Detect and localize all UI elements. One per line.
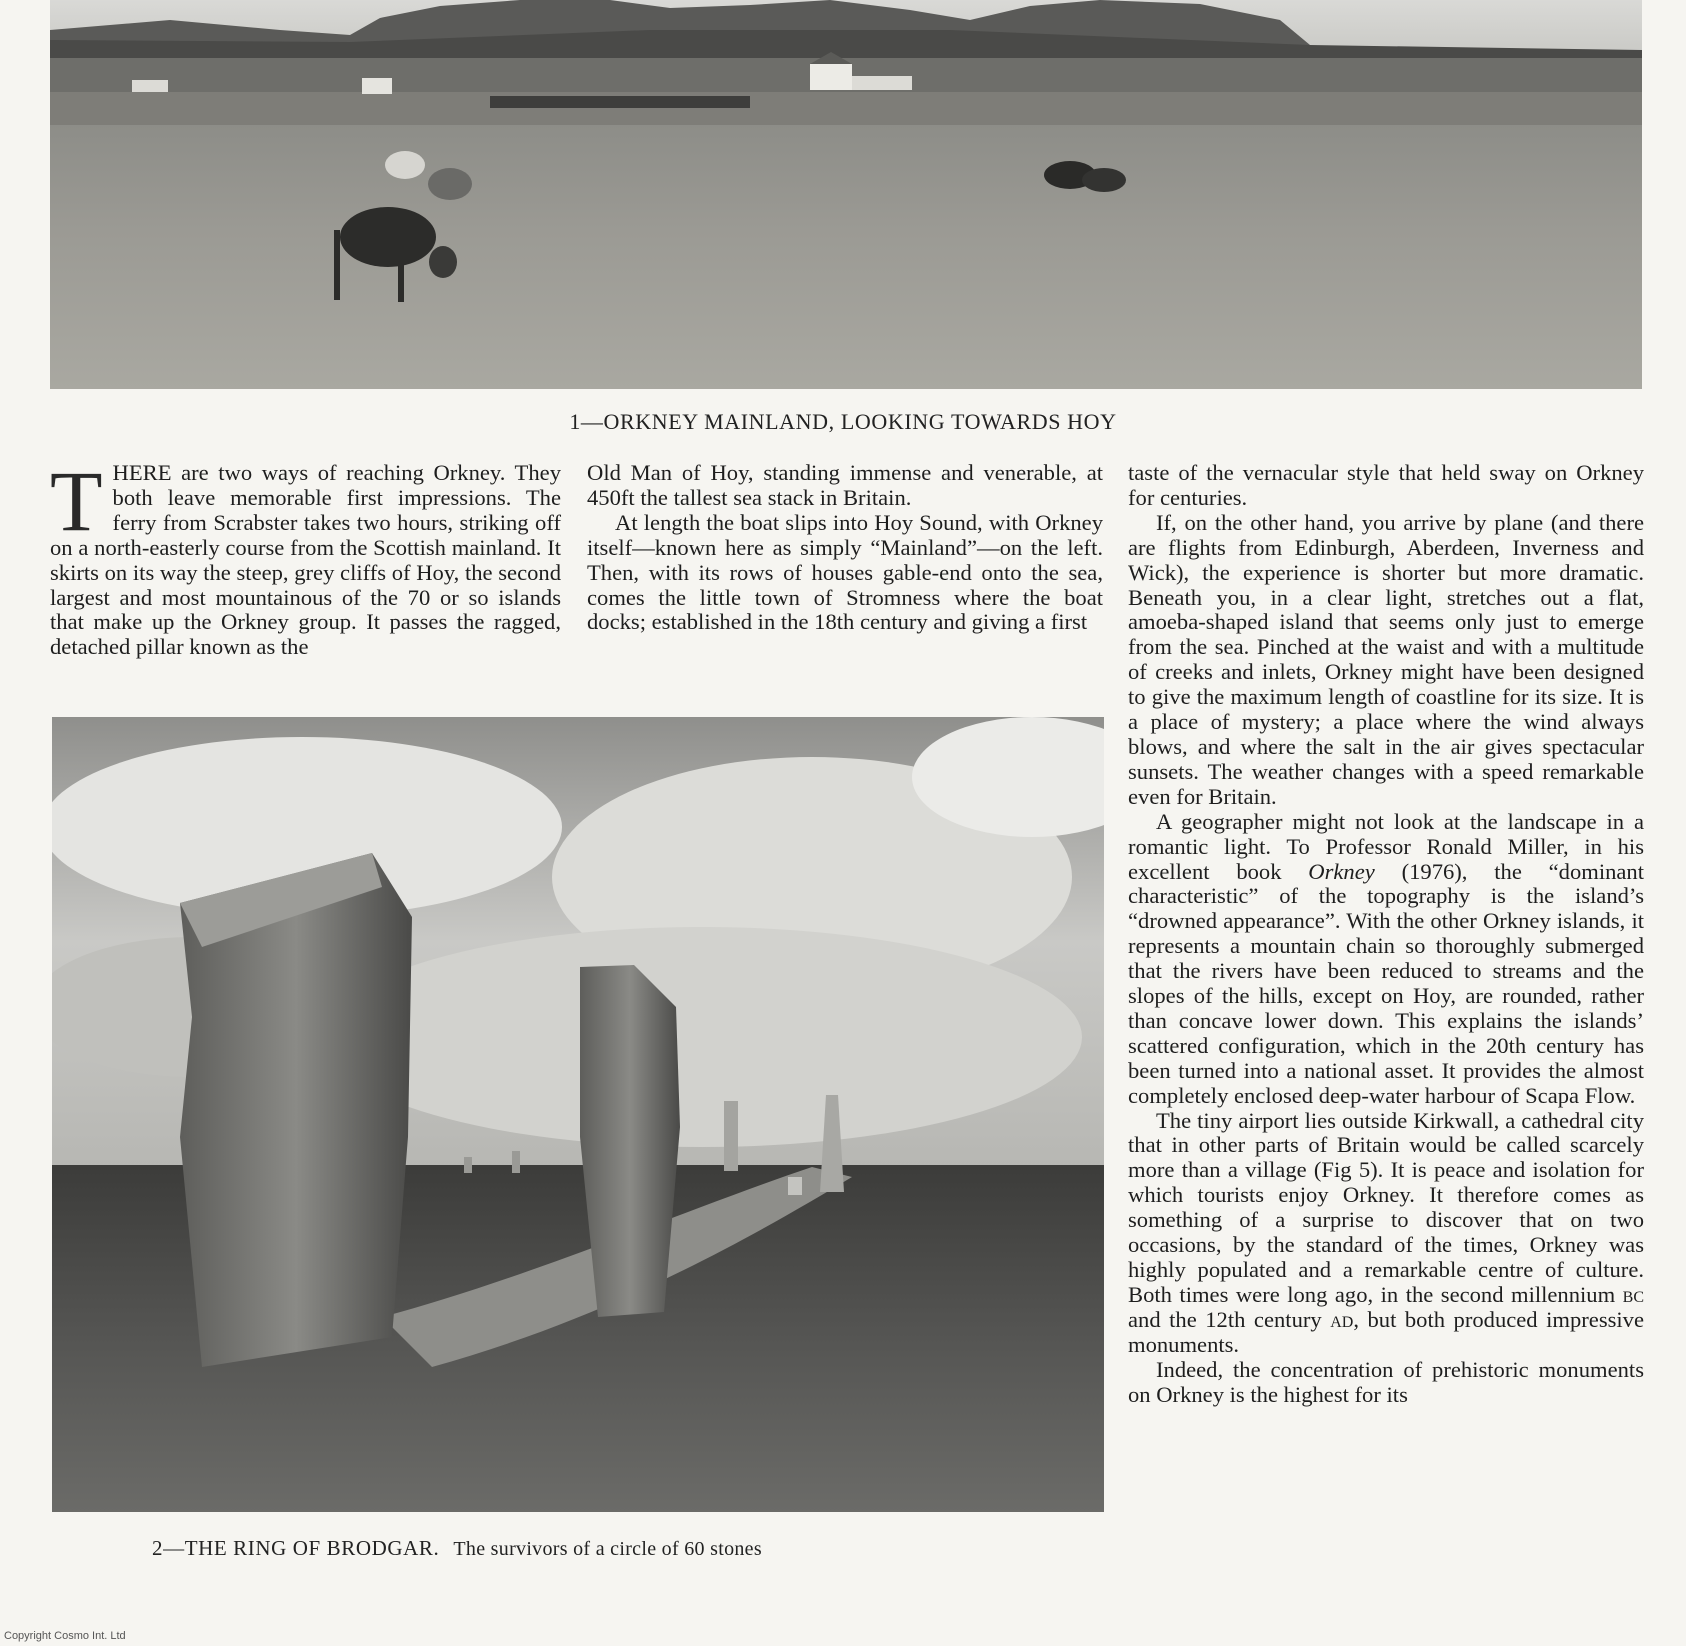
- intro-text: HERE are two ways of reaching Orkney. They both leave memorable first impressions. The ferry from Scrabster takes two hours, striking off on a north-easterly course from the Scottish mainland. It skirts on its way the steep, grey cliffs of Hoy, the second largest and most mountainous of the 70 or so islands that make up the Orkney group. It passes the ragged, detached pillar known as the: [50, 460, 561, 660]
- caption-title: 2—THE RING OF BRODGAR.: [152, 1536, 440, 1560]
- article-column-1: [50, 453, 561, 660]
- paragraph-intro: [50, 453, 561, 660]
- paragraph: Indeed, the concentration of prehistoric monuments on Orkney is the highest for its: [1128, 1356, 1644, 1407]
- text-run: (1976), the “dominant characteristic” of the topography is the island’s “drowned appearance”. With the other Orkney islands, it represents a mountain chain so thoroughly submerged that the rivers have been reduced to streams and the slopes of the hills, except on Hoy, are rounded, rather than concave lower down. This explains the islands’ scattered configuration, which in the 20th century has been turned into a national asset. It provides the almost completely enclosed deep-water harbour of Scapa Flow.: [1128, 858, 1644, 1108]
- paragraph: taste of the vernacular style that held sway on Orkney for centuries.: [1128, 460, 1644, 510]
- photo-orkney-mainland: [50, 0, 1642, 389]
- drop-cap: T: [50, 453, 103, 549]
- paragraph: If, on the other hand, you arrive by plane (and there are flights from Edinburgh, Aberdeen, Inverness and Wick), the experience is shorter but more dramatic. Beneath you, in a clear light, stretches out a flat, amoeba-shaped island that seems only just to emerge from the sea. Pinched at the waist and with a multitude of creeks and inlets, Orkney might have been designed to give the maximum length of coastline for its size. It is a place of mystery; a place where the wind always blows, and where the salt in the air gives spectacular sunsets. The weather changes with a speed remarkable even for Britain.: [1128, 509, 1644, 809]
- era-ad: ad: [1330, 1306, 1354, 1332]
- era-bc: bc: [1622, 1281, 1644, 1307]
- article-column-2: [587, 461, 1103, 635]
- text-run: The tiny airport lies outside Kirkwall, a cathedral city that in other parts of Britain would be called scarcely more than a village (Fig 5). It is peace and isolation for which tourists enjoy Orkney. It therefore comes as something of a surprise to discover that on two occasions, by the standard of the times, Orkney was highly populated and a remarkable centre of culture. Both times were long ago, in the second millennium: [1128, 1107, 1644, 1307]
- photo-ring-of-brodgar: [52, 717, 1104, 1512]
- caption-description: The survivors of a circle of 60 stones: [453, 1538, 762, 1560]
- photo-caption-2: [152, 1536, 762, 1561]
- text-run: and the 12th century: [1128, 1306, 1331, 1332]
- paragraph: Old Man of Hoy, standing immense and venerable, at 450ft the tallest sea stack in Britain.: [587, 460, 1103, 510]
- copyright-notice: Copyright Cosmo Int. Ltd: [4, 1630, 126, 1642]
- paragraph: [1128, 1109, 1644, 1358]
- book-title: Orkney: [1308, 858, 1375, 884]
- paragraph: At length the boat slips into Hoy Sound, with Orkney itself—known here as simply “Mainland”—on the left. Then, with its rows of houses gable-end onto the sea, comes the little town of Stromness where the boat docks; established in the 18th century and giving a first: [587, 509, 1103, 635]
- photo-caption-1: 1—ORKNEY MAINLAND, LOOKING TOWARDS HOY: [569, 409, 1117, 434]
- text-run: A geographer might not look at the landscape in a romantic light. To Professor Ronald Miller, in his excellent book: [1128, 808, 1644, 884]
- article-column-3: [1128, 461, 1644, 1407]
- text-run: , but both produced impressive monuments.: [1128, 1306, 1645, 1357]
- paragraph: [1128, 810, 1644, 1109]
